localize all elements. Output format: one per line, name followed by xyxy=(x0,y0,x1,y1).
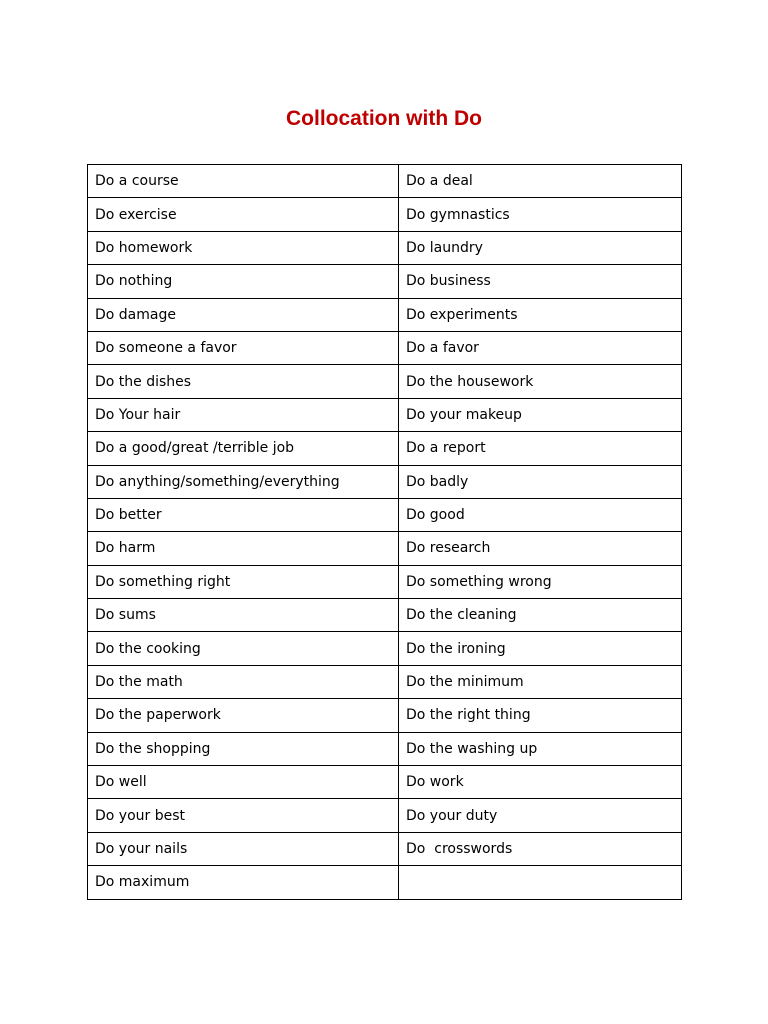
table-row xyxy=(88,365,682,398)
table-row xyxy=(88,231,682,264)
table-cell: Do maximum xyxy=(88,866,399,899)
table-cell: Do the paperwork xyxy=(88,699,399,732)
table-cell: Do well xyxy=(88,766,399,799)
table-row xyxy=(88,565,682,598)
table-cell: Do laundry xyxy=(399,231,682,264)
table-row xyxy=(88,732,682,765)
table-cell: Do a favor xyxy=(399,331,682,364)
table-cell: Do the ironing xyxy=(399,632,682,665)
table-cell: Do good xyxy=(399,498,682,531)
table-row xyxy=(88,832,682,865)
table-cell: Do your best xyxy=(88,799,399,832)
table-row xyxy=(88,165,682,198)
table-cell: Do the washing up xyxy=(399,732,682,765)
table-row xyxy=(88,298,682,331)
table-row xyxy=(88,198,682,231)
table-row xyxy=(88,398,682,431)
table-row xyxy=(88,498,682,531)
table-cell: Do better xyxy=(88,498,399,531)
table-row xyxy=(88,331,682,364)
table-row xyxy=(88,465,682,498)
table-row xyxy=(88,699,682,732)
table-cell: Do business xyxy=(399,265,682,298)
table-cell: Do gymnastics xyxy=(399,198,682,231)
table-cell xyxy=(399,866,682,899)
table-cell: Do nothing xyxy=(88,265,399,298)
table-cell: Do harm xyxy=(88,532,399,565)
table-cell: Do the cleaning xyxy=(399,599,682,632)
table-cell: Do crosswords xyxy=(399,832,682,865)
table-cell: Do your nails xyxy=(88,832,399,865)
page-title: Collocation with Do xyxy=(286,107,482,130)
table-row xyxy=(88,432,682,465)
table-cell: Do the minimum xyxy=(399,665,682,698)
table-cell: Do a report xyxy=(399,432,682,465)
table-cell: Do work xyxy=(399,766,682,799)
table-row xyxy=(88,665,682,698)
table-row xyxy=(88,766,682,799)
table-cell: Do exercise xyxy=(88,198,399,231)
collocation-table xyxy=(87,164,682,900)
table-cell: Do someone a favor xyxy=(88,331,399,364)
table-cell: Do something wrong xyxy=(399,565,682,598)
table-row xyxy=(88,532,682,565)
table-cell: Do badly xyxy=(399,465,682,498)
table-row xyxy=(88,265,682,298)
table-row xyxy=(88,799,682,832)
table-cell: Do the right thing xyxy=(399,699,682,732)
table-cell: Do something right xyxy=(88,565,399,598)
table-cell: Do the math xyxy=(88,665,399,698)
table-cell: Do a course xyxy=(88,165,399,198)
table-cell: Do experiments xyxy=(399,298,682,331)
table-row xyxy=(88,866,682,899)
table-cell: Do sums xyxy=(88,599,399,632)
table-cell: Do a good/great /terrible job xyxy=(88,432,399,465)
table-cell: Do your duty xyxy=(399,799,682,832)
table-row xyxy=(88,632,682,665)
table-cell: Do the dishes xyxy=(88,365,399,398)
table-cell: Do the shopping xyxy=(88,732,399,765)
table-cell: Do the cooking xyxy=(88,632,399,665)
table-cell: Do anything/something/everything xyxy=(88,465,399,498)
table-cell: Do homework xyxy=(88,231,399,264)
table-cell: Do Your hair xyxy=(88,398,399,431)
table-cell: Do a deal xyxy=(399,165,682,198)
table-cell: Do your makeup xyxy=(399,398,682,431)
table-cell: Do damage xyxy=(88,298,399,331)
table-row xyxy=(88,599,682,632)
table-cell: Do research xyxy=(399,532,682,565)
table-cell: Do the housework xyxy=(399,365,682,398)
